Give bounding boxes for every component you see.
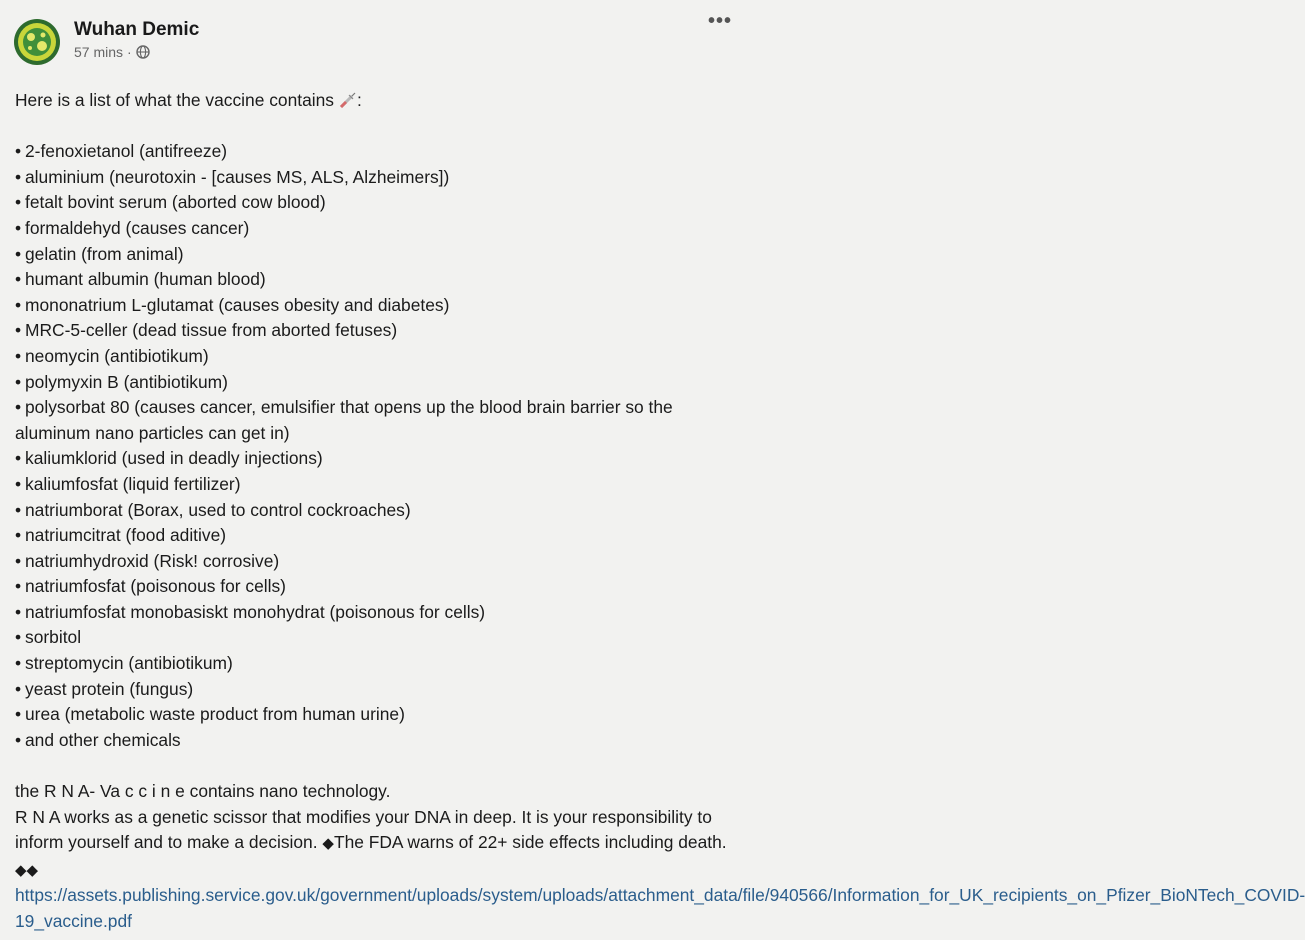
list-item	[15, 728, 735, 754]
post-conclusion	[15, 779, 1305, 935]
rna-line: the R N A- Va c c i n e contains nano technology.	[15, 781, 391, 802]
bullet-icon: •	[15, 320, 22, 341]
fda-text: The FDA warns of 22+ side effects including death.	[333, 832, 727, 853]
list-item-text: and other chemicals	[25, 729, 181, 750]
bullet-icon: •	[15, 704, 22, 725]
list-item	[15, 190, 735, 216]
bullet-icon: •	[15, 653, 22, 674]
spacer	[15, 753, 735, 779]
unknown-glyph-icon: ◆	[322, 835, 334, 853]
syringe-icon	[338, 92, 356, 110]
post-timestamp[interactable]: 57 mins	[74, 44, 124, 60]
list-item-text: polysorbat 80 (causes cancer, emulsifier that opens up the blood brain barrier so the aluminum nano particles can get in)	[15, 397, 673, 443]
spacer	[15, 114, 735, 140]
bullet-icon: •	[15, 525, 22, 546]
bullet-icon: •	[15, 397, 22, 418]
list-item	[15, 574, 735, 600]
bullet-icon: •	[15, 141, 22, 162]
author-name[interactable]: Wuhan Demic	[74, 19, 200, 40]
list-item	[15, 165, 735, 191]
list-item-text: sorbitol	[25, 627, 82, 648]
list-item	[15, 344, 735, 370]
bullet-icon: •	[15, 550, 22, 571]
bullet-icon: •	[15, 729, 22, 750]
list-item-text: natriumcitrat (food aditive)	[25, 525, 227, 546]
bullet-icon: •	[15, 371, 22, 392]
list-item-text: natriumborat (Borax, used to control cockroaches)	[25, 499, 411, 520]
list-item-text: gelatin (from animal)	[25, 243, 184, 264]
source-link[interactable]: https://assets.publishing.service.gov.uk/government/uploads/system/uploads/attachment_data/file/940566/Information_for_UK_recipients_on_Pfizer_BioNTech_COVID-19_vaccine.pdf	[15, 885, 1305, 931]
list-item	[15, 293, 735, 319]
list-item-text: neomycin (antibiotikum)	[25, 345, 209, 366]
list-item-text: fetalt bovint serum (aborted cow blood)	[25, 192, 326, 213]
list-item-text: polymyxin B (antibiotikum)	[25, 371, 228, 392]
bullet-icon: •	[15, 678, 22, 699]
list-item-text: streptomycin (antibiotikum)	[25, 653, 233, 674]
bullet-icon: •	[15, 499, 22, 520]
list-item-text: kaliumfosfat (liquid fertilizer)	[25, 473, 241, 494]
list-item	[15, 600, 735, 626]
bullet-icon: •	[15, 243, 22, 264]
list-item	[15, 625, 735, 651]
list-item	[15, 446, 735, 472]
bullet-icon: •	[15, 473, 22, 494]
list-item	[15, 242, 735, 268]
bullet-icon: •	[15, 345, 22, 366]
list-item	[15, 702, 735, 728]
list-item	[15, 523, 735, 549]
list-item	[15, 549, 735, 575]
list-item-text: formaldehyd (causes cancer)	[25, 217, 250, 238]
unknown-glyph-icon: ◆◆	[15, 861, 39, 879]
bullet-icon: •	[15, 294, 22, 315]
bullet-icon: •	[15, 192, 22, 213]
intro-colon: :	[356, 90, 362, 110]
rna-body: R N A works as a genetic scissor that modifies your DNA in deep. It is your responsibility to inform yourself and to make a decision.	[15, 806, 712, 853]
bullet-icon: •	[15, 217, 22, 238]
post-meta	[74, 44, 199, 60]
list-item-text: mononatrium L-glutamat (causes obesity and diabetes)	[25, 294, 450, 315]
list-item-text: MRC-5-celler (dead tissue from aborted fetuses)	[25, 320, 398, 341]
list-item-text: yeast protein (fungus)	[25, 678, 194, 699]
bullet-icon: •	[15, 269, 22, 290]
list-item-text: urea (metabolic waste product from human urine)	[25, 704, 405, 725]
list-item	[15, 318, 735, 344]
more-options-icon[interactable]: •••	[707, 10, 732, 32]
list-item-text: kaliumklorid (used in deadly injections)	[25, 448, 323, 469]
bullet-icon: •	[15, 166, 22, 187]
list-item	[15, 472, 735, 498]
list-item-text: aluminium (neurotoxin - [causes MS, ALS, Alzheimers])	[25, 166, 450, 187]
post-header	[14, 14, 199, 70]
post-body	[15, 88, 1305, 935]
list-item	[15, 370, 735, 396]
intro-text: Here is a list of what the vaccine contains	[15, 90, 334, 110]
avatar[interactable]	[14, 19, 60, 65]
list-item-text: natriumhydroxid (Risk! corrosive)	[25, 550, 280, 571]
list-item-text: natriumfosfat (poisonous for cells)	[25, 576, 286, 597]
list-item	[15, 267, 735, 293]
bullet-icon: •	[15, 627, 22, 648]
ingredient-list	[15, 139, 735, 753]
rna-paragraph	[15, 805, 1305, 935]
list-item-text: humant albumin (human blood)	[25, 269, 266, 290]
post-intro	[15, 88, 735, 114]
list-item	[15, 498, 735, 524]
list-item	[15, 395, 735, 446]
bullet-icon: •	[15, 576, 22, 597]
list-item-text: 2-fenoxietanol (antifreeze)	[25, 141, 228, 162]
list-item	[15, 651, 735, 677]
avatar-image	[14, 19, 60, 65]
globe-icon	[136, 45, 150, 59]
list-item	[15, 216, 735, 242]
list-item	[15, 139, 735, 165]
meta-separator: ·	[127, 44, 132, 60]
list-item	[15, 677, 735, 703]
bullet-icon: •	[15, 601, 22, 622]
list-item-text: natriumfosfat monobasiskt monohydrat (poisonous for cells)	[25, 601, 486, 622]
bullet-icon: •	[15, 448, 22, 469]
